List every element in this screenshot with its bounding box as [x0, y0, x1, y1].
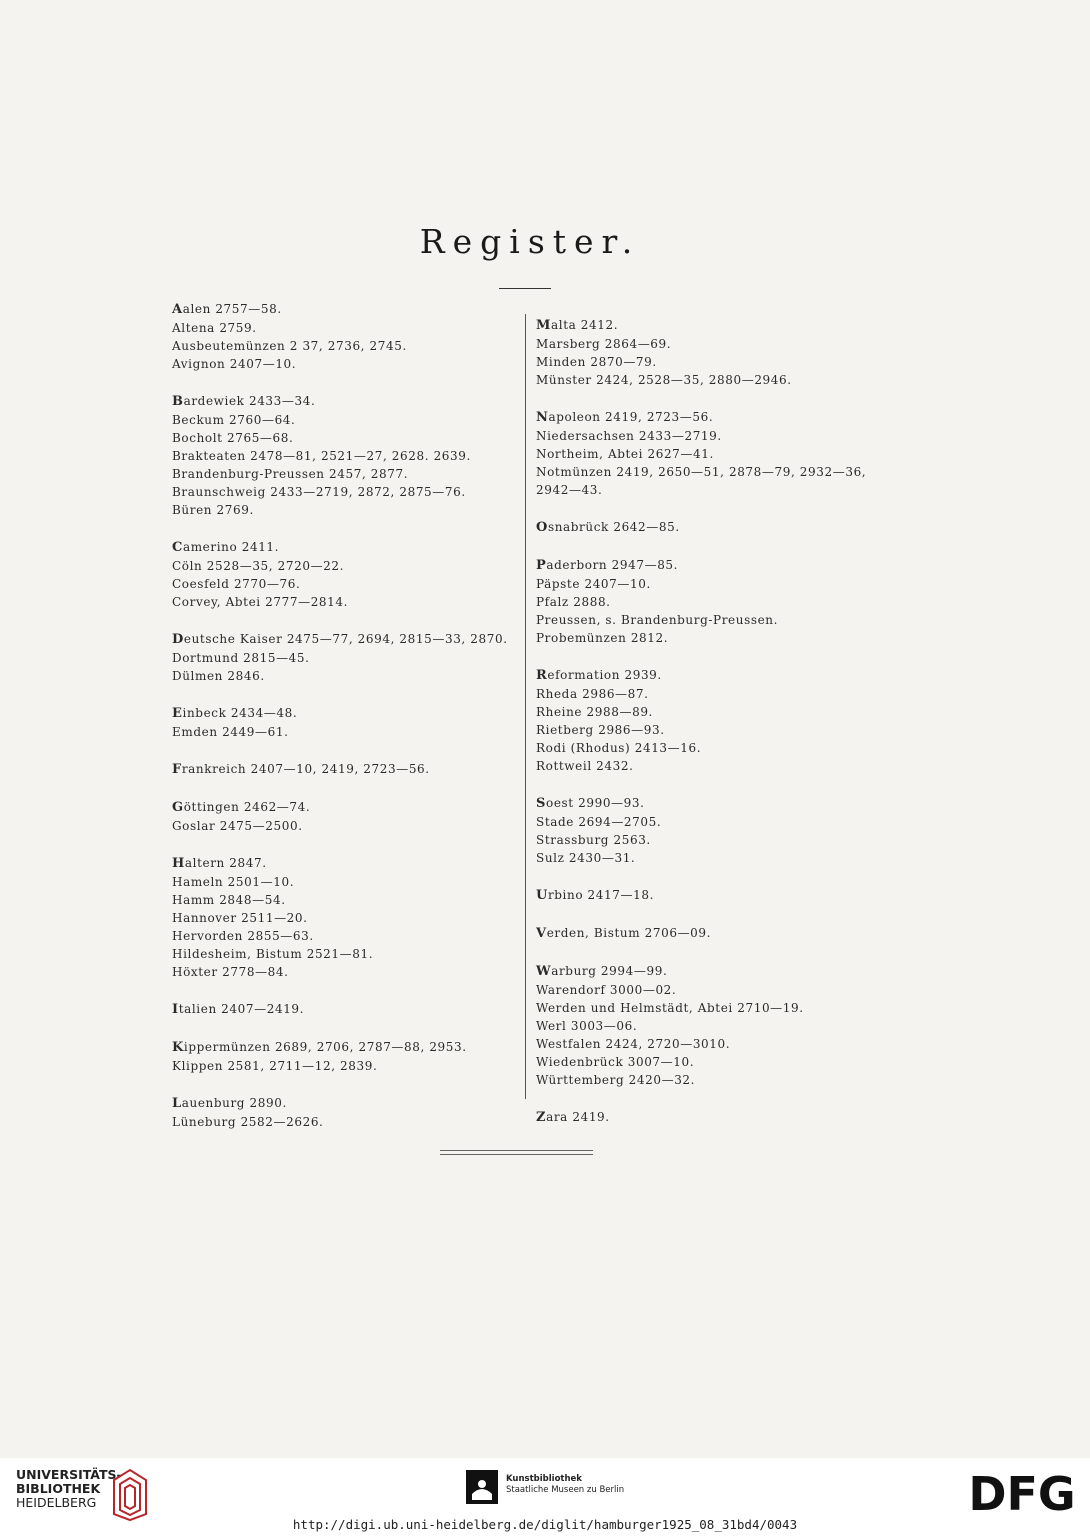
register-group: [536, 316, 876, 389]
register-entry: Württemberg 2420—32.: [536, 1073, 696, 1087]
register-entry: Münster 2424, 2528—35, 2880—2946.: [536, 373, 792, 387]
register-group: [172, 1038, 522, 1075]
register-entry: Osnabrück 2642—85.: [536, 520, 680, 535]
register-group: [536, 1108, 876, 1127]
register-group: [172, 392, 522, 519]
register-entry: Reformation 2939.: [536, 668, 662, 683]
register-entry: Werl 3003—06.: [536, 1019, 638, 1033]
register-entry: Rodi (Rhodus) 2413—16.: [536, 741, 702, 755]
register-entry: Coesfeld 2770—76.: [172, 577, 301, 591]
kb-subtitle: Staatliche Museen zu Berlin: [506, 1485, 625, 1495]
register-group: [536, 408, 876, 499]
register-entry: Paderborn 2947—85.: [536, 558, 679, 573]
register-entry: Bardewiek 2433—34.: [172, 394, 316, 409]
register-group: [536, 666, 876, 775]
kunstbibliothek-emblem-icon[interactable]: [466, 1470, 498, 1504]
library-name-line-2: BIBLIOTHEK: [16, 1481, 101, 1496]
register-entry: Cöln 2528—35, 2720—22.: [172, 559, 345, 573]
register-group: [172, 538, 522, 611]
register-group: [172, 300, 522, 373]
register-group: [172, 704, 522, 741]
library-name-line-3: HEIDELBERG: [16, 1495, 97, 1510]
register-entry: Lauenburg 2890.: [172, 1096, 287, 1111]
register-entry: Strassburg 2563.: [536, 833, 651, 847]
register-entry: Rottweil 2432.: [536, 759, 634, 773]
register-entry: Rietberg 2986—93.: [536, 723, 665, 737]
column-divider: [525, 314, 526, 1099]
register-entry: Hannover 2511—20.: [172, 911, 308, 925]
register-group: [536, 924, 876, 943]
register-entry: Wiedenbrück 3007—10.: [536, 1055, 695, 1069]
register-entry: Stade 2694—2705.: [536, 815, 662, 829]
register-entry: Westfalen 2424, 2720—3010.: [536, 1037, 731, 1051]
register-entry: Niedersachsen 2433—2719.: [536, 429, 722, 443]
register-entry: Verden, Bistum 2706—09.: [536, 926, 712, 941]
register-entry: Hildesheim, Bistum 2521—81.: [172, 947, 374, 961]
register-entry: Napoleon 2419, 2723—56.: [536, 410, 714, 425]
register-entry: Sulz 2430—31.: [536, 851, 636, 865]
register-entry: Klippen 2581, 2711—12, 2839.: [172, 1059, 378, 1073]
register-entry: Beckum 2760—64.: [172, 413, 296, 427]
register-group: [172, 1000, 522, 1019]
register-entry: Deutsche Kaiser 2475—77, 2694, 2815—33, 2870.: [172, 632, 508, 647]
register-entry: Minden 2870—79.: [536, 355, 657, 369]
register-entry: Dülmen 2846.: [172, 669, 265, 683]
register-entry: Soest 2990—93.: [536, 796, 645, 811]
register-entry: Frankreich 2407—10, 2419, 2723—56.: [172, 762, 430, 777]
register-group: [172, 854, 522, 981]
register-entry: Ausbeutemünzen 2 37, 2736, 2745.: [172, 339, 407, 353]
register-entry: Dortmund 2815—45.: [172, 651, 310, 665]
page-url-link[interactable]: http://digi.ub.uni-heidelberg.de/diglit/hamburger1925_08_31bd4/0043: [292, 1517, 798, 1532]
register-entry: Corvey, Abtei 2777—2814.: [172, 595, 349, 609]
register-group: [536, 794, 876, 867]
register-entry: Brakteaten 2478—81, 2521—27, 2628. 2639.: [172, 449, 471, 463]
register-entry: Hameln 2501—10.: [172, 875, 295, 889]
register-entry: Probemünzen 2812.: [536, 631, 669, 645]
register-entry: Kippermünzen 2689, 2706, 2787—88, 2953.: [172, 1040, 467, 1055]
register-entry: Brandenburg-Preussen 2457, 2877.: [172, 467, 409, 481]
register-group: [172, 630, 522, 685]
register-entry: Göttingen 2462—74.: [172, 800, 311, 815]
register-entry: Goslar 2475—2500.: [172, 819, 303, 833]
register-group: [172, 1094, 522, 1131]
register-entry: Malta 2412.: [536, 318, 619, 333]
register-column-right: [536, 316, 876, 1146]
register-group: [536, 886, 876, 905]
register-group: [536, 518, 876, 537]
register-entry: Einbeck 2434—48.: [172, 706, 298, 721]
kunstbibliothek-text[interactable]: [506, 1474, 624, 1496]
register-entry: Pfalz 2888.: [536, 595, 611, 609]
register-entry: Rheine 2988—89.: [536, 705, 653, 719]
register-entry: Werden und Helmstädt, Abtei 2710—19.: [536, 1001, 804, 1015]
register-entry: Rheda 2986—87.: [536, 687, 649, 701]
end-rule: [440, 1150, 593, 1155]
register-group: [172, 798, 522, 835]
register-entry: Avignon 2407—10.: [172, 357, 297, 371]
library-emblem-icon[interactable]: [108, 1464, 152, 1522]
page-title: Register.: [419, 222, 641, 261]
register-entry: Päpste 2407—10.: [536, 577, 651, 591]
register-entry: Emden 2449—61.: [172, 725, 289, 739]
register-entry: Hamm 2848—54.: [172, 893, 286, 907]
register-entry: Höxter 2778—84.: [172, 965, 289, 979]
register-entry: Zara 2419.: [536, 1110, 610, 1125]
register-entry: Warendorf 3000—02.: [536, 983, 677, 997]
dfg-logo-icon[interactable]: [966, 1470, 1078, 1516]
register-entry: Notmünzen 2419, 2650—51, 2878—79, 2932—36, 2942—43.: [536, 465, 867, 497]
title-rule: [499, 288, 551, 289]
register-group: [172, 760, 522, 779]
register-group: [536, 962, 876, 1089]
register-column-left: [172, 300, 522, 1150]
dfg-logo-text: DFG: [968, 1470, 1076, 1516]
library-logo-text[interactable]: [16, 1468, 122, 1510]
register-entry: Urbino 2417—18.: [536, 888, 654, 903]
register-entry: Preussen, s. Brandenburg-Preussen.: [536, 613, 779, 627]
kb-name: Kunstbibliothek: [506, 1474, 582, 1484]
register-entry: Bocholt 2765—68.: [172, 431, 294, 445]
register-entry: Aalen 2757—58.: [172, 302, 282, 317]
register-entry: Braunschweig 2433—2719, 2872, 2875—76.: [172, 485, 466, 499]
register-entry: Camerino 2411.: [172, 540, 280, 555]
register-entry: Warburg 2994—99.: [536, 964, 668, 979]
register-entry: Hervorden 2855—63.: [172, 929, 314, 943]
register-group: [536, 556, 876, 647]
register-entry: Altena 2759.: [172, 321, 257, 335]
register-entry: Marsberg 2864—69.: [536, 337, 672, 351]
register-entry: Italien 2407—2419.: [172, 1002, 305, 1017]
register-entry: Büren 2769.: [172, 503, 254, 517]
library-name-line-1: UNIVERSITÄTS-: [16, 1467, 122, 1482]
register-entry: Northeim, Abtei 2627—41.: [536, 447, 714, 461]
register-entry: Haltern 2847.: [172, 856, 267, 871]
register-entry: Lüneburg 2582—2626.: [172, 1115, 324, 1129]
